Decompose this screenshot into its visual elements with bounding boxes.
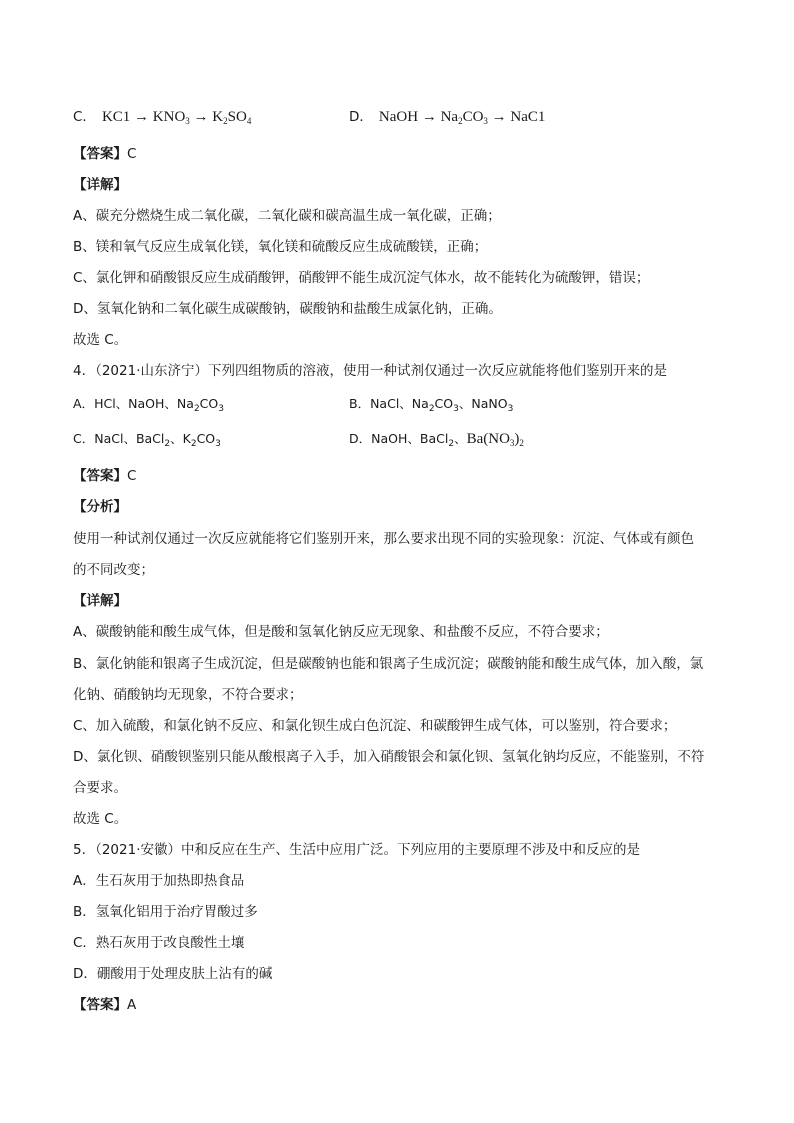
answer-value: C (127, 468, 137, 484)
q5-option-a: A．生石灰用于加热即热食品 (73, 873, 245, 889)
q5-option-c: C．熟石灰用于改良酸性土壤 (73, 935, 245, 951)
q4-detail-d-line-2: 合要求。 (73, 780, 127, 796)
answer-value: A (127, 997, 137, 1013)
q4-detail-b-line-2: 化钠、硝酸钠均无现象，不符合要求； (73, 687, 303, 703)
answer-tag: 【答案】 (73, 997, 127, 1013)
q4-analysis-line-2: 的不同改变； (73, 562, 154, 578)
q4-options-row-1 (73, 392, 733, 416)
q4-detail-c: C、加入硫酸，和氯化钠不反应、和氯化钡生成白色沉淀、和碳酸钾生成气体，可以鉴别，符合要求； (73, 718, 677, 734)
q3-detail-c: C、氯化钾和硝酸银反应生成硝酸钾，硝酸钾不能生成沉淀气体水，故不能转化为硫酸钾，错误； (73, 270, 650, 286)
q5-stem: 5．（2021·安徽）中和反应在生产、生活中应用广泛。下列应用的主要原理不涉及中和反应的是 (73, 842, 640, 858)
q4-analysis-tag: 【分析】 (73, 499, 127, 515)
q5-option-d: D．硼酸用于处理皮肤上沾有的碱 (73, 966, 273, 982)
option-label: D． (349, 109, 373, 125)
answer-tag: 【答案】 (73, 146, 127, 162)
q4-detail-a: A、碳酸钠能和酸生成气体，但是酸和氢氧化钠反应无现象、和盐酸不反应，不符合要求； (73, 624, 609, 640)
q5-answer (73, 995, 136, 1015)
option-label: C． (73, 109, 96, 125)
q4-detail-d-line-1: D、氯化钡、硝酸钡鉴别只能从酸根离子入手，加入硝酸银会和氯化钡、氢氧化钠均反应，不能鉴别，不符 (73, 749, 705, 765)
q4-option-b: B．NaCl、$Na_2CO_3$、NaNO$_3$ (349, 396, 514, 414)
q4-stem: 4．（2021·山东济宁）下列四组物质的溶液，使用一种试剂仅通过一次反应就能将他们鉴别开来的是 (73, 363, 667, 379)
q4-detail-b-line-1: B、氯化钠能和银离子生成沉淀，但是碳酸钠也能和银离子生成沉淀；碳酸钠能和酸生成气体，加入酸，氯 (73, 656, 704, 672)
q3-detail-a: A、碳充分燃烧生成二氧化碳，二氧化碳和碳高温生成一氧化碳，正确； (73, 208, 501, 224)
q5-option-b: B．氢氧化铝用于治疗胃酸过多 (73, 904, 258, 920)
q4-option-a: A．HCl、NaOH、$Na_2CO_3$ (73, 396, 224, 414)
q3-detail-d: D、氢氧化钠和二氧化碳生成碳酸钠，碳酸钠和盐酸生成氯化钠，正确。 (73, 301, 502, 317)
q3-option-d (349, 105, 545, 129)
q4-detail-tag: 【详解】 (73, 593, 127, 609)
q3-option-c (73, 105, 251, 129)
answer-tag: 【答案】 (73, 468, 127, 484)
q4-analysis-line-1: 使用一种试剂仅通过一次反应就能将它们鉴别开来，那么要求出现不同的实验现象：沉淀、气体或有颜色 (73, 531, 694, 547)
q4-options-row-2 (73, 427, 733, 451)
q4-option-d: D．NaOH、BaCl$_2$、$Ba(NO_3)_2$ (349, 431, 524, 449)
chem-formula: NaOH → $Na_2CO_3 \to NaC1$ (378, 109, 546, 126)
q3-detail-b: B、镁和氧气反应生成氧化镁，氧化镁和硫酸反应生成硫酸镁，正确； (73, 239, 488, 255)
q3-options-row (73, 105, 733, 129)
chem-formula: $KC1 \to KNO_3 \to K_2SO_4$ (101, 109, 252, 126)
q3-answer (73, 144, 136, 164)
q4-conclusion: 故选 C。 (73, 811, 128, 827)
answer-value: C (127, 146, 137, 162)
q4-answer (73, 466, 136, 486)
q3-conclusion: 故选 C。 (73, 332, 128, 348)
q4-option-c: C．NaCl、BaCl$_2$、$K_2CO_3$ (73, 431, 221, 449)
q3-detail-tag: 【详解】 (73, 177, 127, 193)
